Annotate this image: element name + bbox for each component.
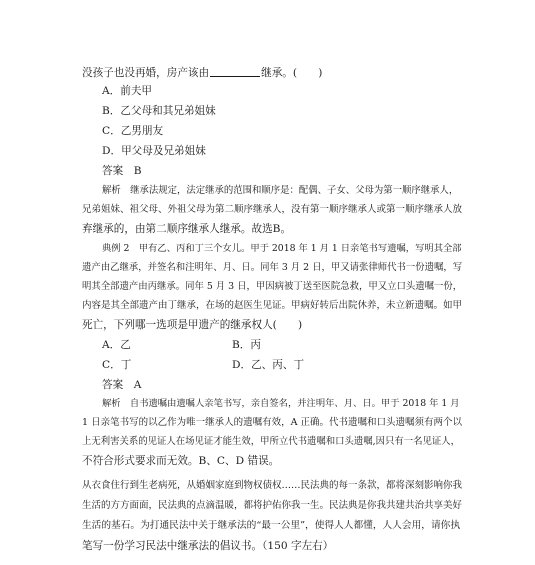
explanation-line: 1 日亲笔书写的以乙作为唯一继承人的遗嘱有效，A 正确。代书遗嘱和口头遗嘱须有两个以 (82, 417, 462, 428)
explanation-line: 不符合形式要求而无效。B、C、D 错误。 (82, 455, 280, 467)
explanation-line: 解析 继承法规定，法定继承的范围和顺序是：配偶、子女、父母为第一顺序继承人， (102, 185, 459, 196)
essay-line: 从衣食住行到生老病死，从婚姻家庭到物权债权……民法典的每一条款，都将深刻影响你我 (82, 480, 463, 491)
option-a: A．乙 (102, 339, 131, 351)
explanation-line: 解析 自书遗嘱由遗嘱人亲笔书写，亲自签名，并注明年、月、日。甲于 2018 年 1 月 (102, 398, 460, 409)
example-line: 遗产由乙继承，并签名和注明年、月、日。同年 3 月 2 日，甲又请张律师代书一份遗嘱，写 (82, 262, 463, 273)
option-c: C．乙男朋友 (102, 125, 164, 137)
example-line: 典例 2 甲有乙、丙和丁三个女儿。甲于 2018 年 1 月 1 日亲笔书写遗嘱，写明其全部 (102, 243, 462, 254)
question-stem (82, 66, 322, 80)
option-b: B．丙 (232, 339, 261, 351)
answer-line: 答案 A (102, 379, 142, 391)
option-d: D．乙、丙、丁 (232, 359, 305, 371)
option-b: B．乙父母和其兄弟姐妹 (102, 105, 216, 117)
example-line: 明其全部遗产由丙继承。同年 5 月 3 日，甲因病被丁送至医院急救，甲又立口头遗嘱一份， (82, 281, 463, 292)
question-stem-part-1: 没孩子也没再婚，房产该由 (82, 67, 210, 79)
answer-line: 答案 B (102, 165, 142, 177)
explanation-line: 弃继承的，由第二顺序继承人继承。故选B。 (82, 223, 292, 235)
explanation-line: 兄弟姐妹、祖父母、外祖父母为第二顺序继承人，没有第一顺序继承人或第一顺序继承人放 (82, 204, 463, 215)
option-a: A．前夫甲 (102, 85, 153, 97)
option-c: C．丁 (102, 359, 132, 371)
example-line: 死亡，下列哪一选项是甲遗产的继承权人( ) (82, 319, 303, 331)
option-d: D．甲父母及兄弟姐妹 (102, 145, 206, 157)
answer-blank (210, 66, 260, 77)
explanation-line: 上无利害关系的见证人在场见证才能生效，甲所立代书遗嘱和口头遗嘱,因只有一名见证人， (82, 436, 460, 447)
example-line: 内容是其全部遗产由丁继承，在场的赵医生见证。甲病好转后出院休养，未立新遗嘱。如甲 (82, 300, 463, 311)
essay-line: 笔写一份学习民法中继承法的倡议书。（150 字左右） (82, 540, 334, 552)
essay-line: 生活的基石。为打通民法中关于继承法的“最一公里”，使得人人都懂，人人会用，请你执 (82, 520, 461, 531)
question-stem-part-2: 继承。( ) (261, 67, 323, 79)
essay-line: 生活的方方面面，民法典的点滴温暖，都将护佑你我一生。民法典是你我共建共治共享美好 (82, 500, 463, 511)
